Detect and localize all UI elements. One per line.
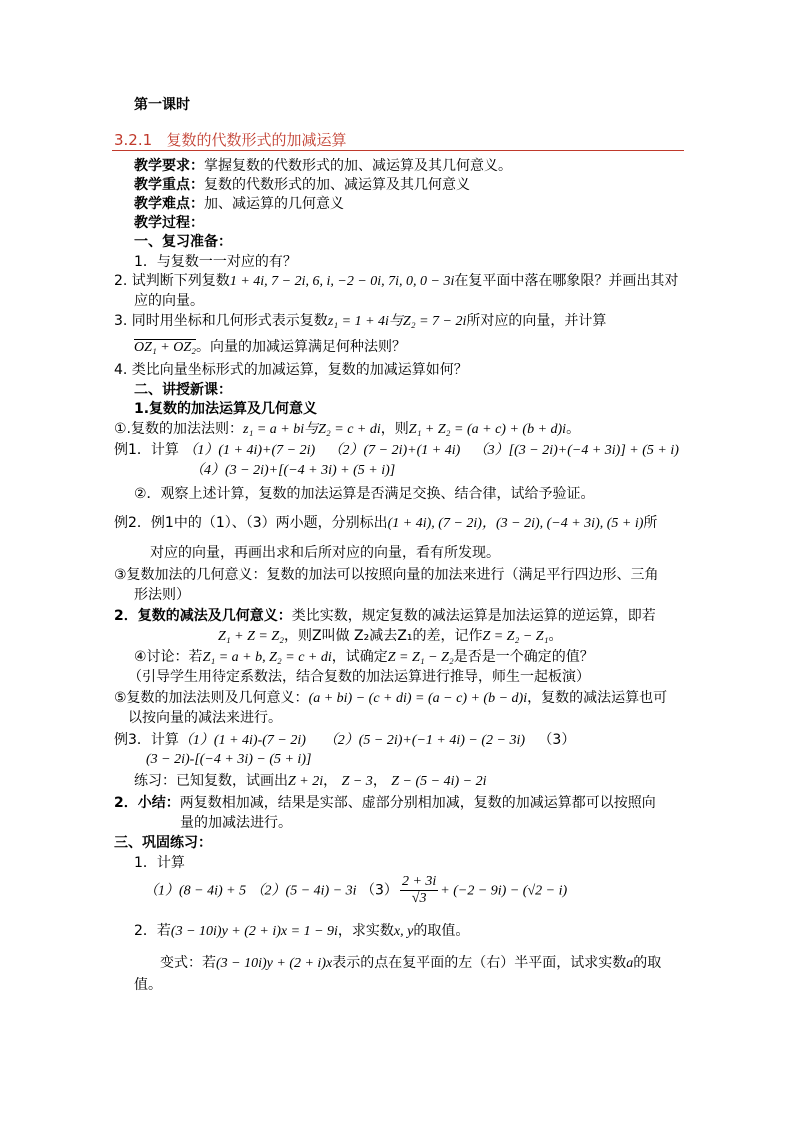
sub-rule-math: (a + bi) − (c + di) = (a − c) + (b − d)i [308, 691, 528, 706]
example-2-cont: 对应的向量，再画出求和后所对应的向量，看有所发现。 [150, 545, 500, 561]
practice-pre: 练习：已知复数，试画出 [134, 773, 288, 789]
difficult-point [134, 195, 344, 213]
geometric-addition: ③复数加法的几何意义：复数的加法可以按照向量的加法来进行（满足平行四边形、三角 [114, 567, 659, 583]
c1-part2: （2）(5 − 4i) − 3i [250, 883, 357, 899]
review-q3-cont [134, 338, 406, 357]
ex1-label: 例1．计算 [114, 442, 179, 458]
consolidate-1-parts [144, 874, 567, 907]
c1-part1: （1）(8 − 4i) + 5 [144, 883, 247, 899]
add-rule-pre: ①.复数的加法法则： [114, 421, 244, 437]
lesson-title: 第一课时 [134, 97, 190, 113]
variant-var: a [626, 956, 634, 971]
review-q2-cont: 应的向量。 [134, 293, 204, 309]
section-heading [114, 131, 347, 149]
q3-cont: 。向量的加减运算满足何种法则？ [195, 339, 406, 355]
sub-math1: Z₁ + Z = Z₂ [218, 629, 284, 644]
c2-post: ，求实数 [337, 923, 394, 939]
ex1-part3: （3）[(3 − 2i)+(−4 + 3i)] + (5 + i) [473, 443, 679, 458]
addition-heading: 1.复数的加法运算及几何意义 [134, 401, 318, 417]
discussion [134, 648, 594, 667]
sub-rule-post: ，复数的减法运算也可 [527, 690, 668, 706]
key-point [134, 176, 470, 194]
guide-note: （引导学生用待定系数法，结合复数的加法运算进行推导，师生一起板演） [128, 669, 590, 685]
c2-vars: x, y [393, 924, 414, 939]
q2-pre: 2. 试判断下列复数 [114, 273, 230, 289]
key-point-label: 教学重点： [134, 177, 204, 193]
subtraction-text: 类比实数，规定复数的减法运算是加法运算的逆运算，即若 [291, 608, 656, 624]
new-lesson-heading: 二、讲授新课： [134, 382, 232, 398]
sub-mid: ，则Z叫做 Z₂减去Z₁的差，记作 [284, 628, 483, 644]
summary [114, 794, 656, 812]
practice-math3: Z − (5 − 4i) − 2i [391, 774, 487, 789]
requirement-text: 掌握复数的代数形式的加、减运算及其几何意义。 [204, 158, 512, 174]
c1-rest: + (−2 − 9i) − (√2 − i) [440, 883, 568, 899]
review-q1: 1．与复数一一对应的有？ [134, 254, 297, 270]
section-rule [112, 150, 684, 151]
subtraction-heading: 2．复数的减法及几何意义： [114, 608, 292, 624]
review-q3 [114, 312, 606, 331]
consolidate-heading: 三、巩固练习： [114, 835, 212, 851]
observe-note: ②．观察上述计算，复数的加法运算是否满足交换、结合律，试给予验证。 [134, 486, 595, 502]
ex3-part3-cont: (3 − 2i)-[(−4 + 3i) − (5 + i)] [146, 752, 312, 767]
fraction-denominator: √3 [411, 891, 427, 906]
c2-math: (3 − 10i)y + (2 + i)x = 1 − 9i [170, 924, 338, 939]
subtraction-rule [114, 689, 667, 708]
variant-math: (3 − 10i)y + (2 + i)x [216, 956, 333, 971]
sub-end: 。 [548, 628, 563, 644]
consolidate-1-label: 1．计算 [134, 855, 185, 871]
add-rule-end: 。 [566, 421, 581, 437]
practice: 练习：已知复数，试画出Z + 2i， Z − 3， Z − (5 − 4i) − 2i [134, 773, 487, 789]
example-2 [114, 514, 657, 533]
ex3-part1: （1）(1 + 4i)-(7 − 2i) [178, 733, 306, 748]
difficult-point-label: 教学难点： [134, 196, 204, 212]
summary-label: 2．小结： [114, 795, 180, 811]
ex2-pre: 例2．例1中的（1）、（3）两小题，分别标出 [114, 515, 388, 531]
process-label: 教学过程： [134, 215, 204, 231]
geometric-addition-cont: 形法则） [134, 587, 190, 603]
variant-post: 表示的点在复平面的左（右）半平面，试求实数 [332, 955, 627, 971]
review-q4: 4. 类比向量坐标形式的加减运算，复数的加减运算如何？ [114, 362, 468, 378]
discuss-math1: Z₁ = a + b, Z₂ = c + di [202, 650, 332, 665]
difficult-point-text: 加、减运算的几何意义 [204, 196, 344, 212]
teaching-requirement [134, 157, 512, 175]
ex1-part1: （1）(1 + 4i)+(7 − 2i) [183, 443, 316, 458]
sub-rule-pre: ⑤复数的加法法则及几何意义： [114, 690, 309, 706]
ex2-math: (1 + 4i), (7 − 2i)，(3 − 2i), (−4 + 3i), (5 + i) [387, 516, 644, 531]
c2-pre: 2．若 [134, 923, 171, 939]
consolidate-2 [134, 922, 469, 941]
example-3 [114, 731, 575, 750]
variant [160, 954, 661, 973]
c1-fraction [400, 874, 438, 907]
section-title: 复数的代数形式的加减运算 [166, 131, 347, 149]
review-q2 [114, 272, 678, 291]
ex3-label: 例3．计算 [114, 732, 179, 748]
addition-rule [114, 420, 580, 439]
practice-math1: Z + 2i [288, 774, 324, 789]
key-point-text: 复数的代数形式的加、减运算及其几何意义 [204, 177, 470, 193]
q2-math: 1 + 4i, 7 − 2i, 6, i, −2 − 0i, 7i, 0, 0 − 3i [229, 274, 455, 289]
variant-end: 的取 [633, 955, 662, 971]
practice-math2: Z − 3 [341, 774, 373, 789]
summary-text: 两复数相加减，结果是实部、虚部分别相加减，复数的加减运算都可以按照向 [179, 795, 656, 811]
c1-part3: （3） [361, 882, 398, 899]
discuss-math2: Z = Z₁ − Z₂ [387, 650, 454, 665]
discuss-mid: ，试确定 [331, 649, 388, 665]
section-number: 3.2.1 [114, 131, 153, 149]
ex2-post: 所 [643, 515, 658, 531]
subtraction-def [218, 627, 562, 646]
q3-vector-sum: OZ₁ + OZ₂ [134, 340, 196, 355]
q3-pre: 3. 同时用坐标和几何形式表示复数 [114, 313, 328, 329]
summary-cont: 量的加减法进行。 [180, 815, 292, 831]
q2-post: 在复平面中落在哪象限？并画出其对 [454, 273, 679, 289]
subtraction-rule-cont: 以按向量的减法来进行。 [128, 710, 282, 726]
variant-cont: 值。 [134, 977, 162, 993]
subtraction-section [114, 607, 656, 625]
example-1 [114, 441, 679, 460]
ex1-part4: （4）(3 − 2i)+[(−4 + 3i) + (5 + i)] [190, 463, 396, 478]
ex3-part3: （3） [538, 732, 576, 748]
add-rule-math2: Z₁ + Z₂ = (a + c) + (b + d)i [408, 422, 567, 437]
add-rule-mid: ，则 [380, 421, 409, 437]
sub-math2: Z = Z₂ − Z₁ [482, 629, 549, 644]
ex3-part2: （2）(5 − 2i)+(−1 + 4i) − (2 − 3i) [323, 733, 526, 748]
review-heading: 一、复习准备： [134, 234, 232, 250]
add-rule-math1: z₁ = a + bi与Z₂ = c + di [243, 422, 381, 437]
variant-pre: 变式：若 [160, 955, 216, 971]
requirement-label: 教学要求： [134, 158, 204, 174]
q3-math: z₁ = 1 + 4i与Z₂ = 7 − 2i [327, 314, 467, 329]
discuss-pre: ④讨论：若 [134, 649, 203, 665]
q3-post: 所对应的向量，并计算 [466, 313, 607, 329]
ex1-part2: （2）(7 − 2i)+(1 + 4i) [328, 443, 461, 458]
c2-end: 的取值。 [413, 923, 470, 939]
fraction-numerator: 2 + 3i [401, 874, 437, 889]
discuss-post: 是否是一个确定的值？ [453, 649, 594, 665]
